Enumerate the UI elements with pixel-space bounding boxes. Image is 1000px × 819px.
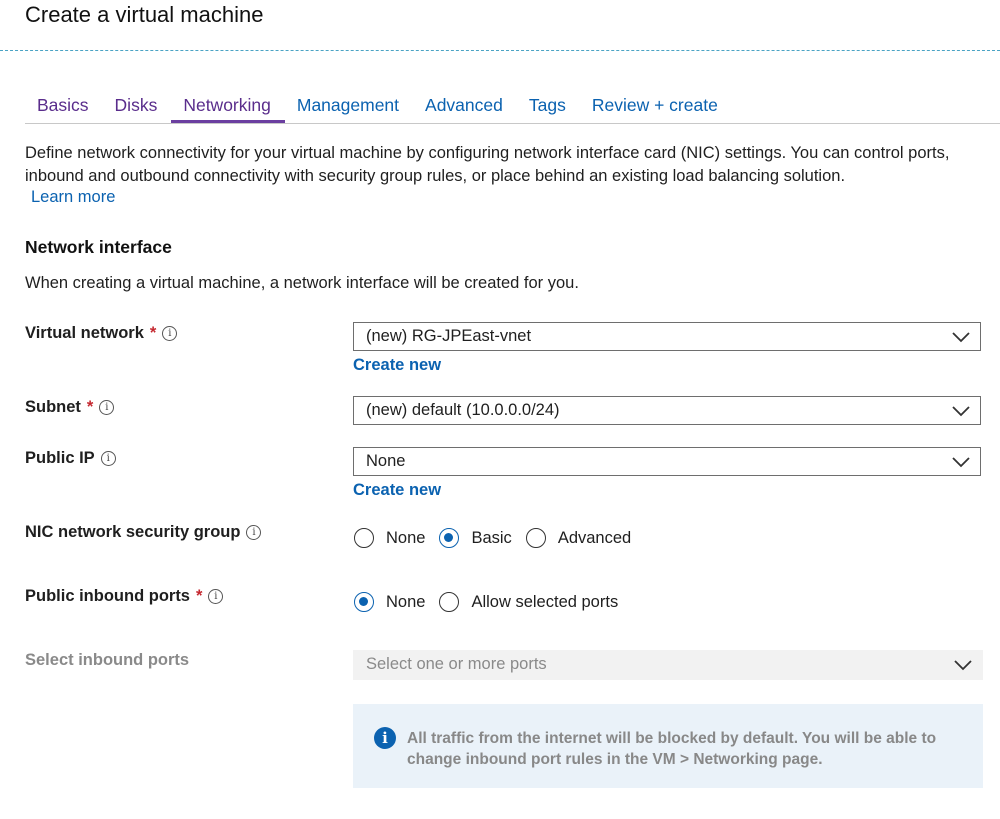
public-inbound-ports-radio-group	[354, 592, 632, 612]
network-interface-heading: Network interface	[25, 237, 172, 257]
tab-management[interactable]: Management	[296, 95, 400, 115]
radio-label: Basic	[471, 528, 512, 547]
nic-nsg-option-advanced[interactable]	[526, 528, 631, 548]
chevron-down-icon	[952, 331, 970, 343]
radio-button[interactable]	[354, 528, 374, 548]
public-ip-create-new-link[interactable]: Create new	[353, 481, 442, 499]
info-icon: i	[374, 727, 396, 749]
virtual-network-create-new-link[interactable]: Create new	[353, 356, 442, 374]
required-marker: *	[86, 398, 94, 416]
chevron-down-icon	[954, 659, 972, 671]
chevron-down-icon	[952, 456, 970, 468]
intro-description: Define network connectivity for your virtual machine by configuring network interface card (NIC) settings. You can control ports, inbound and outbound connectivity with security group rules, or place behind an existing load balancing solution.	[25, 144, 950, 185]
required-marker: *	[195, 587, 203, 605]
public-inbound-option-none[interactable]	[354, 592, 425, 612]
radio-label: Advanced	[557, 528, 632, 547]
info-icon[interactable]: i	[99, 400, 114, 415]
virtual-network-dropdown[interactable]	[353, 322, 981, 351]
tab-review-create[interactable]: Review + create	[591, 95, 718, 115]
virtual-network-label-text: Virtual network	[25, 324, 144, 342]
public-ip-value: None	[366, 452, 406, 470]
nic-nsg-radio-group	[354, 528, 645, 548]
radio-label: None	[386, 528, 426, 547]
select-inbound-ports-dropdown	[353, 650, 983, 680]
subnet-label	[25, 398, 114, 417]
public-ip-label	[25, 449, 116, 468]
required-marker: *	[149, 324, 157, 342]
radio-button[interactable]	[439, 592, 459, 612]
public-ip-label-text: Public IP	[25, 449, 95, 467]
info-icon[interactable]: i	[246, 525, 261, 540]
info-icon[interactable]: i	[101, 451, 116, 466]
public-inbound-option-allow-selected[interactable]	[439, 592, 618, 612]
select-inbound-ports-label: Select inbound ports	[25, 651, 190, 669]
info-icon[interactable]: i	[162, 326, 177, 341]
radio-label: Allow selected ports	[471, 592, 619, 611]
tab-networking[interactable]: Networking	[171, 91, 285, 123]
nic-nsg-label	[25, 523, 261, 542]
radio-button-selected[interactable]	[439, 528, 459, 548]
tabs-divider	[25, 123, 1000, 124]
learn-more-link[interactable]: Learn more	[31, 188, 116, 206]
info-message-text: All traffic from the internet will be blocked by default. You will be able to change inbound port rules in the VM > Networking page.	[407, 730, 937, 768]
nic-nsg-label-text: NIC network security group	[25, 523, 241, 541]
public-ip-dropdown[interactable]	[353, 447, 981, 476]
public-inbound-ports-label-text: Public inbound ports	[25, 587, 190, 605]
network-interface-hint: When creating a virtual machine, a network interface will be created for you.	[25, 274, 579, 292]
tab-disks[interactable]: Disks	[114, 95, 158, 115]
info-icon[interactable]: i	[208, 589, 223, 604]
public-inbound-ports-label	[25, 587, 223, 606]
tab-tags[interactable]: Tags	[528, 95, 566, 115]
tab-basics[interactable]: Basics	[37, 95, 89, 115]
info-message-box	[353, 704, 983, 788]
select-inbound-ports-placeholder: Select one or more ports	[366, 655, 547, 673]
radio-label: None	[386, 592, 426, 611]
nic-nsg-option-basic[interactable]	[439, 528, 511, 548]
nic-nsg-option-none[interactable]	[354, 528, 425, 548]
subnet-dropdown[interactable]	[353, 396, 981, 425]
radio-button-selected[interactable]	[354, 592, 374, 612]
title-divider	[0, 50, 1000, 51]
page-title: Create a virtual machine	[25, 2, 264, 27]
virtual-network-value: (new) RG-JPEast-vnet	[366, 327, 532, 345]
virtual-network-label	[25, 324, 177, 343]
chevron-down-icon	[952, 405, 970, 417]
subnet-value: (new) default (10.0.0.0/24)	[366, 401, 560, 419]
tab-bar	[25, 91, 732, 123]
radio-button[interactable]	[526, 528, 546, 548]
tab-advanced[interactable]: Advanced	[425, 95, 503, 115]
subnet-label-text: Subnet	[25, 398, 81, 416]
